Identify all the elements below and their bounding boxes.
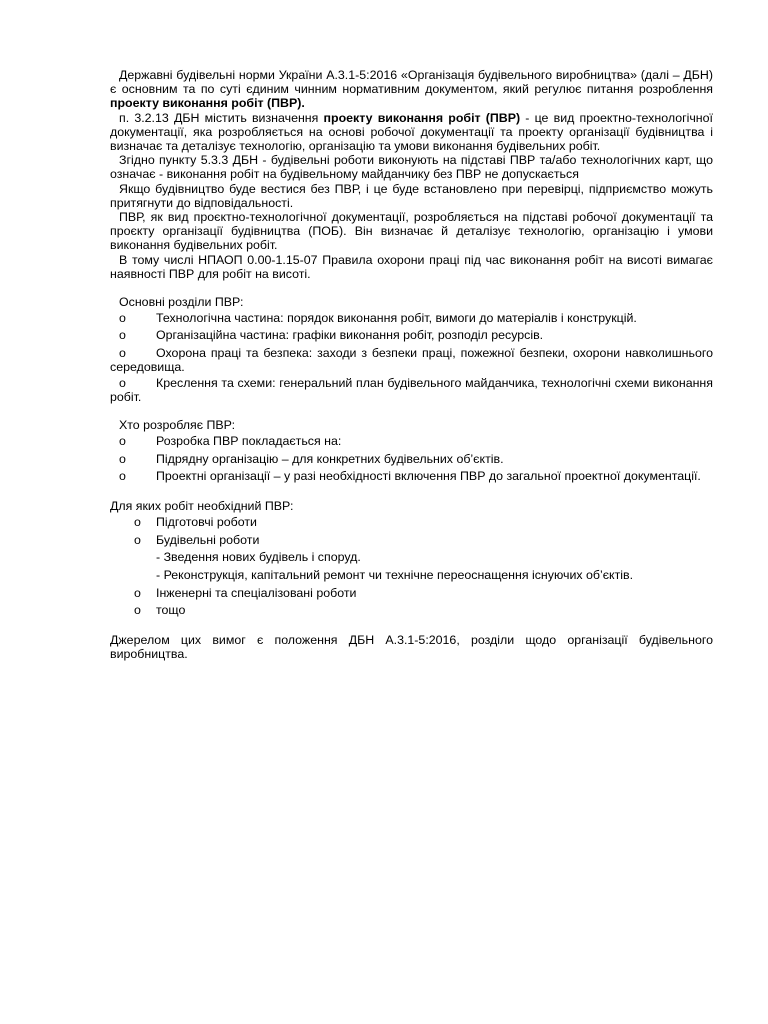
document-page (110, 68, 713, 662)
list-item: o Креслення та схеми: генеральний план будівельного майданчика, технологічні схеми виконання робіт. (110, 376, 713, 405)
bullet-marker: o (119, 328, 126, 343)
bullet-marker: o (134, 532, 141, 547)
bullet-marker: o (119, 310, 126, 325)
spacer (110, 281, 713, 295)
works-list (110, 515, 713, 619)
works-title: Для яких робіт необхідний ПВР: (110, 499, 294, 514)
bullet-marker: o (119, 451, 126, 466)
sections-title: Основні розділи ПВР: (119, 295, 244, 310)
intro-paragraph-3: Згідно пункту 5.3.3 ДБН - будівельні роботи виконують на підставі ПВР та/або технологічних карт, що означає - виконання робіт на будівельному майданчику без ПВР не допускається (110, 153, 713, 182)
list-item: o Проектні організації – у разі необхідності включення ПВР до загальної проектної документації. (119, 469, 701, 484)
intro-text-2a: п. 3.2.13 ДБН містить визначення (119, 110, 324, 125)
intro-paragraph-1 (110, 68, 713, 111)
intro-text-2b: - це вид проектно-технологічної документації, яка розробляється на основі робочої документації та проекту організації будівництва і визначає та деталізує технологію, організацію та умови виконання будівельних робіт. (110, 110, 713, 154)
list-item: o Підготовчі роботи (134, 515, 257, 530)
dash-item: - Зведення нових будівель і споруд. (156, 550, 361, 565)
list-item: o Охорона праці та безпека: заходи з безпеки праці, пожежної безпеки, охорони навколишнього середовища. (110, 346, 713, 375)
intro-paragraph-2 (110, 111, 713, 154)
bullet-marker: o (119, 469, 126, 484)
list-item: o Будівельні роботи (134, 532, 260, 547)
intro-bold-2: проекту виконання робіт (ПВР) (323, 110, 521, 125)
bullet-marker: o (119, 434, 126, 449)
bullet-marker: o (134, 515, 141, 530)
spacer (110, 485, 713, 499)
intro-paragraph-6: В тому числі НПАОП 0.00-1.15-07 Правила охорони праці під час виконання робіт на висоті вимагає наявності ПВР для робіт на висоті. (110, 252, 713, 281)
conclusion-paragraph: Джерелом цих вимог є положення ДБН А.3.1-5:2016, розділи щодо організації будівельного виробництва. (110, 633, 713, 662)
intro-paragraph-4: Якщо будівництво буде вестися без ПВР, і це буде встановлено при перевірці, підприємство можуть притягнути до відповідальності. (110, 181, 713, 210)
developers-title: Хто розробляє ПВР: (119, 418, 236, 433)
bullet-marker: o (134, 585, 141, 600)
bullet-marker: o (134, 603, 141, 618)
intro-bold-1: проекту виконання робіт (ПВР). (110, 96, 305, 111)
spacer (110, 404, 713, 418)
dash-item: - Реконструкція, капітальний ремонт чи технічне переоснащення існуючих об’єктів. (156, 568, 634, 582)
bullet-marker: o (119, 376, 126, 391)
sections-list (110, 311, 713, 405)
developers-list (110, 434, 713, 485)
bullet-marker: o (119, 346, 126, 361)
list-item: o тощо (134, 603, 186, 618)
intro-paragraph-5: ПВР, як вид проєктно-технологічної документації, розробляється на підставі робочої документації та проєкту організації будівництва (ПОБ). Він визначає й деталізує технологію, організацію і умови виконання будівельних робіт. (110, 210, 713, 253)
list-item: o Підрядну організацію – для конкретних будівельних об’єктів. (119, 451, 504, 466)
list-item: o Технологічна частина: порядок виконання робіт, вимоги до матеріалів і конструкцій. (119, 310, 637, 325)
intro-text-1: Державні будівельні норми України А.3.1-5:2016 «Організація будівельного виробництва» (далі – ДБН) є основним та по суті єдиним чинним нормативним документом, який регулює питання розроблення (110, 68, 713, 97)
list-item: o Організаційна частина: графіки виконання робіт, розподіл ресурсів. (119, 328, 544, 343)
list-item: o Розробка ПВР покладається на: (119, 434, 342, 449)
spacer (110, 619, 713, 633)
list-item: o Інженерні та спеціалізовані роботи (134, 585, 357, 600)
